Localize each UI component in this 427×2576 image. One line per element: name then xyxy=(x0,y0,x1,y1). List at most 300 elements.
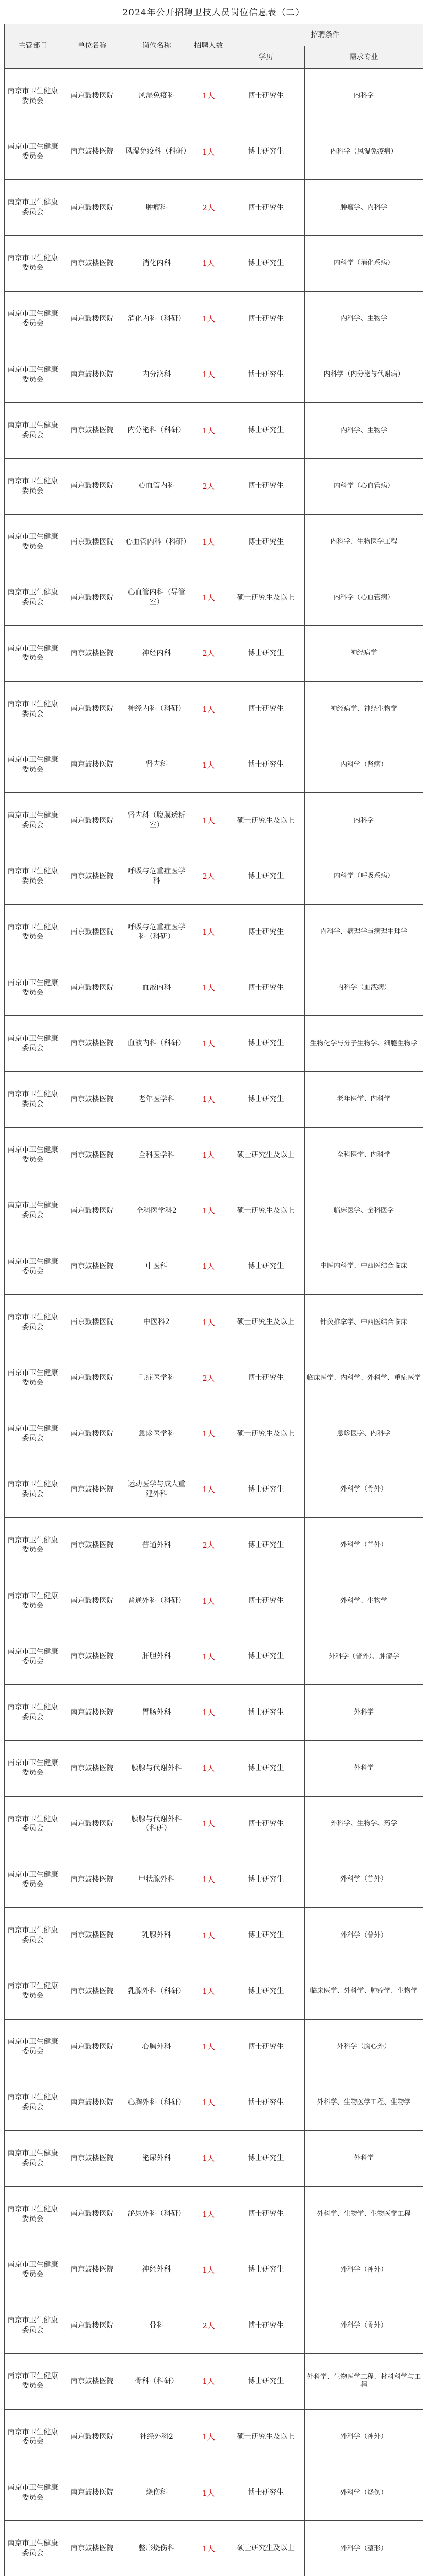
dept-cell: 南京市卫生健康委员会 xyxy=(5,1127,61,1183)
unit-cell: 南京鼓楼医院 xyxy=(61,1462,123,1517)
major-cell: 生物化学与分子生物学、细胞生物学 xyxy=(305,1016,423,1072)
major-cell: 内科学、生物学 xyxy=(305,291,423,347)
post-cell: 泌尿外科 xyxy=(123,2130,190,2186)
table-row xyxy=(5,570,423,625)
edu-cell: 博士研究生 xyxy=(227,124,305,180)
dept-cell: 南京市卫生健康委员会 xyxy=(5,1517,61,1573)
post-cell: 神经外科 xyxy=(123,2242,190,2298)
major-cell: 外科学（神外） xyxy=(305,2242,423,2298)
unit-cell: 南京鼓楼医院 xyxy=(61,1852,123,1908)
major-cell: 临床医学、内科学、外科学、重症医学 xyxy=(305,1350,423,1406)
edu-cell: 博士研究生 xyxy=(227,1462,305,1517)
major-cell: 外科学、生物学 xyxy=(305,1573,423,1629)
post-cell: 心胸外科 xyxy=(123,2019,190,2075)
major-cell: 针灸推拿学、中西医结合临床 xyxy=(305,1295,423,1350)
edu-cell: 博士研究生 xyxy=(227,1796,305,1852)
count-cell: 1人 xyxy=(190,737,227,793)
dept-cell: 南京市卫生健康委员会 xyxy=(5,2130,61,2186)
count-cell: 1人 xyxy=(190,2353,227,2409)
table-row xyxy=(5,514,423,570)
table-row xyxy=(5,1517,423,1573)
edu-cell: 博士研究生 xyxy=(227,1852,305,1908)
table-row xyxy=(5,1573,423,1629)
dept-cell: 南京市卫生健康委员会 xyxy=(5,1573,61,1629)
dept-cell: 南京市卫生健康委员会 xyxy=(5,1908,61,1963)
major-cell: 内科学（心血管病） xyxy=(305,459,423,514)
dept-cell: 南京市卫生健康委员会 xyxy=(5,1016,61,1072)
edu-cell: 博士研究生 xyxy=(227,2353,305,2409)
table-row xyxy=(5,347,423,402)
count-cell: 1人 xyxy=(190,682,227,737)
unit-cell: 南京鼓楼医院 xyxy=(61,514,123,570)
post-cell: 神经外科2 xyxy=(123,2409,190,2465)
count-cell: 1人 xyxy=(190,1852,227,1908)
unit-cell: 南京鼓楼医院 xyxy=(61,235,123,291)
unit-cell: 南京鼓楼医院 xyxy=(61,1295,123,1350)
post-cell: 胰腺与代谢外科 xyxy=(123,1740,190,1796)
dept-cell: 南京市卫生健康委员会 xyxy=(5,1796,61,1852)
major-cell: 内科学、病理学与病理生理学 xyxy=(305,904,423,960)
major-cell: 外科学（普外） xyxy=(305,1517,423,1573)
post-cell: 血液内科（科研） xyxy=(123,1016,190,1072)
dept-cell: 南京市卫生健康委员会 xyxy=(5,1740,61,1796)
dept-cell: 南京市卫生健康委员会 xyxy=(5,1629,61,1685)
major-cell: 外科学、生物学、生物医学工程 xyxy=(305,2187,423,2242)
major-cell: 内科学（消化系病） xyxy=(305,235,423,291)
count-cell: 1人 xyxy=(190,347,227,402)
unit-cell: 南京鼓楼医院 xyxy=(61,682,123,737)
post-cell: 普通外科 xyxy=(123,1517,190,1573)
count-cell: 1人 xyxy=(190,2409,227,2465)
major-cell: 外科学、生物医学工程、材料科学与工程 xyxy=(305,2353,423,2409)
major-cell: 内科学（内分泌与代谢病） xyxy=(305,347,423,402)
dept-cell: 南京市卫生健康委员会 xyxy=(5,459,61,514)
post-cell: 心血管内科 xyxy=(123,459,190,514)
dept-cell: 南京市卫生健康委员会 xyxy=(5,625,61,681)
table-row xyxy=(5,1740,423,1796)
count-cell: 1人 xyxy=(190,1406,227,1462)
dept-cell: 南京市卫生健康委员会 xyxy=(5,1350,61,1406)
dept-cell: 南京市卫生健康委员会 xyxy=(5,403,61,459)
count-cell: 1人 xyxy=(190,235,227,291)
table-row xyxy=(5,2298,423,2353)
count-cell: 1人 xyxy=(190,1016,227,1072)
major-cell: 内科学 xyxy=(305,793,423,849)
post-cell: 普通外科（科研） xyxy=(123,1573,190,1629)
edu-cell: 博士研究生 xyxy=(227,625,305,681)
major-cell: 肿瘤学、内科学 xyxy=(305,180,423,235)
table-row xyxy=(5,2130,423,2186)
post-cell: 乳腺外科 xyxy=(123,1908,190,1963)
table-row xyxy=(5,2075,423,2130)
unit-cell: 南京鼓楼医院 xyxy=(61,2298,123,2353)
major-cell: 外科学（整形） xyxy=(305,2521,423,2576)
edu-cell: 博士研究生 xyxy=(227,2075,305,2130)
major-cell: 临床医学、外科学、肿瘤学、生物学 xyxy=(305,1963,423,2019)
table-row xyxy=(5,1963,423,2019)
dept-cell: 南京市卫生健康委员会 xyxy=(5,2187,61,2242)
unit-cell: 南京鼓楼医院 xyxy=(61,960,123,1016)
edu-cell: 博士研究生 xyxy=(227,69,305,124)
table-row xyxy=(5,2242,423,2298)
table-row xyxy=(5,1908,423,1963)
unit-cell: 南京鼓楼医院 xyxy=(61,180,123,235)
edu-cell: 博士研究生 xyxy=(227,291,305,347)
post-cell: 烧伤科 xyxy=(123,2465,190,2521)
post-cell: 消化内科 xyxy=(123,235,190,291)
unit-cell: 南京鼓楼医院 xyxy=(61,904,123,960)
table-row xyxy=(5,1462,423,1517)
count-cell: 1人 xyxy=(190,1740,227,1796)
major-cell: 内科学（呼吸系病） xyxy=(305,849,423,904)
edu-cell: 博士研究生 xyxy=(227,1963,305,2019)
count-cell: 1人 xyxy=(190,960,227,1016)
count-cell: 1人 xyxy=(190,1127,227,1183)
header-plan: 招聘人数 xyxy=(190,24,227,69)
edu-cell: 博士研究生 xyxy=(227,347,305,402)
unit-cell: 南京鼓楼医院 xyxy=(61,1406,123,1462)
post-cell: 呼吸与危重症医学科（科研） xyxy=(123,904,190,960)
major-cell: 内科学（血液病） xyxy=(305,960,423,1016)
table-row xyxy=(5,1406,423,1462)
table-row xyxy=(5,124,423,180)
edu-cell: 博士研究生 xyxy=(227,960,305,1016)
post-cell: 呼吸与危重症医学科 xyxy=(123,849,190,904)
major-cell: 内科学 xyxy=(305,69,423,124)
count-cell: 1人 xyxy=(190,793,227,849)
dept-cell: 南京市卫生健康委员会 xyxy=(5,2242,61,2298)
dept-cell: 南京市卫生健康委员会 xyxy=(5,570,61,625)
unit-cell: 南京鼓楼医院 xyxy=(61,403,123,459)
recruitment-table xyxy=(4,24,423,2576)
table-row xyxy=(5,625,423,681)
major-cell: 内科学（风湿免疫病） xyxy=(305,124,423,180)
post-cell: 整形烧伤科 xyxy=(123,2521,190,2576)
edu-cell: 博士研究生 xyxy=(227,904,305,960)
count-cell: 1人 xyxy=(190,2075,227,2130)
table-row xyxy=(5,737,423,793)
table-row xyxy=(5,2521,423,2576)
edu-cell: 博士研究生 xyxy=(227,1350,305,1406)
dept-cell: 南京市卫生健康委员会 xyxy=(5,2298,61,2353)
table-body xyxy=(5,69,423,2576)
table-row xyxy=(5,1127,423,1183)
unit-cell: 南京鼓楼医院 xyxy=(61,793,123,849)
unit-cell: 南京鼓楼医院 xyxy=(61,849,123,904)
header-major: 需求专业 xyxy=(305,46,423,69)
count-cell: 1人 xyxy=(190,69,227,124)
table-row xyxy=(5,793,423,849)
table-row xyxy=(5,1239,423,1294)
unit-cell: 南京鼓楼医院 xyxy=(61,1183,123,1239)
unit-cell: 南京鼓楼医院 xyxy=(61,1517,123,1573)
dept-cell: 南京市卫生健康委员会 xyxy=(5,2353,61,2409)
major-cell: 外科学（普外） xyxy=(305,1852,423,1908)
dept-cell: 南京市卫生健康委员会 xyxy=(5,1685,61,1740)
edu-cell: 硕士研究生及以上 xyxy=(227,1295,305,1350)
unit-cell: 南京鼓楼医院 xyxy=(61,459,123,514)
header-cond: 招聘条件 xyxy=(227,24,423,46)
major-cell: 内科学（心血管病） xyxy=(305,570,423,625)
table-row xyxy=(5,904,423,960)
header-edu: 学历 xyxy=(227,46,305,69)
major-cell: 外科学 xyxy=(305,2130,423,2186)
count-cell: 1人 xyxy=(190,1072,227,1127)
table-row xyxy=(5,1796,423,1852)
unit-cell: 南京鼓楼医院 xyxy=(61,124,123,180)
dept-cell: 南京市卫生健康委员会 xyxy=(5,2019,61,2075)
edu-cell: 硕士研究生及以上 xyxy=(227,793,305,849)
edu-cell: 博士研究生 xyxy=(227,2242,305,2298)
dept-cell: 南京市卫生健康委员会 xyxy=(5,1852,61,1908)
count-cell: 2人 xyxy=(190,625,227,681)
count-cell: 1人 xyxy=(190,570,227,625)
dept-cell: 南京市卫生健康委员会 xyxy=(5,1406,61,1462)
major-cell: 外科学（骨外） xyxy=(305,2298,423,2353)
major-cell: 内科学、生物学 xyxy=(305,403,423,459)
post-cell: 胃肠外科 xyxy=(123,1685,190,1740)
post-cell: 肾内科（腹膜透析室） xyxy=(123,793,190,849)
dept-cell: 南京市卫生健康委员会 xyxy=(5,180,61,235)
unit-cell: 南京鼓楼医院 xyxy=(61,1629,123,1685)
dept-cell: 南京市卫生健康委员会 xyxy=(5,1963,61,2019)
table-row xyxy=(5,1016,423,1072)
table-row xyxy=(5,235,423,291)
edu-cell: 博士研究生 xyxy=(227,2187,305,2242)
table-row xyxy=(5,2409,423,2465)
edu-cell: 博士研究生 xyxy=(227,737,305,793)
post-cell: 内分泌科（科研） xyxy=(123,403,190,459)
count-cell: 1人 xyxy=(190,1796,227,1852)
unit-cell: 南京鼓楼医院 xyxy=(61,1573,123,1629)
edu-cell: 博士研究生 xyxy=(227,1016,305,1072)
table-row xyxy=(5,2187,423,2242)
dept-cell: 南京市卫生健康委员会 xyxy=(5,960,61,1016)
table-row xyxy=(5,1183,423,1239)
edu-cell: 博士研究生 xyxy=(227,514,305,570)
table-row xyxy=(5,2353,423,2409)
dept-cell: 南京市卫生健康委员会 xyxy=(5,1462,61,1517)
count-cell: 1人 xyxy=(190,1629,227,1685)
count-cell: 2人 xyxy=(190,849,227,904)
count-cell: 1人 xyxy=(190,2130,227,2186)
dept-cell: 南京市卫生健康委员会 xyxy=(5,1239,61,1294)
dept-cell: 南京市卫生健康委员会 xyxy=(5,235,61,291)
unit-cell: 南京鼓楼医院 xyxy=(61,2521,123,2576)
unit-cell: 南京鼓楼医院 xyxy=(61,625,123,681)
count-cell: 2人 xyxy=(190,2298,227,2353)
post-cell: 甲状腺外科 xyxy=(123,1852,190,1908)
count-cell: 1人 xyxy=(190,2019,227,2075)
dept-cell: 南京市卫生健康委员会 xyxy=(5,904,61,960)
post-cell: 心血管内科（导管室） xyxy=(123,570,190,625)
unit-cell: 南京鼓楼医院 xyxy=(61,1072,123,1127)
count-cell: 2人 xyxy=(190,1350,227,1406)
unit-cell: 南京鼓楼医院 xyxy=(61,1016,123,1072)
unit-cell: 南京鼓楼医院 xyxy=(61,570,123,625)
edu-cell: 博士研究生 xyxy=(227,1908,305,1963)
post-cell: 心血管内科（科研） xyxy=(123,514,190,570)
post-cell: 中医科2 xyxy=(123,1295,190,1350)
header-dept: 主管部门 xyxy=(5,24,61,69)
table-row xyxy=(5,1629,423,1685)
major-cell: 神经病学、神经生物学 xyxy=(305,682,423,737)
count-cell: 1人 xyxy=(190,514,227,570)
post-cell: 泌尿外科（科研） xyxy=(123,2187,190,2242)
edu-cell: 博士研究生 xyxy=(227,180,305,235)
count-cell: 1人 xyxy=(190,1963,227,2019)
dept-cell: 南京市卫生健康委员会 xyxy=(5,849,61,904)
unit-cell: 南京鼓楼医院 xyxy=(61,1963,123,2019)
major-cell: 临床医学、全科医学 xyxy=(305,1183,423,1239)
post-cell: 重症医学科 xyxy=(123,1350,190,1406)
major-cell: 外科学 xyxy=(305,1740,423,1796)
table-row xyxy=(5,1072,423,1127)
dept-cell: 南京市卫生健康委员会 xyxy=(5,1072,61,1127)
table-row xyxy=(5,1295,423,1350)
table-row xyxy=(5,180,423,235)
unit-cell: 南京鼓楼医院 xyxy=(61,2075,123,2130)
dept-cell: 南京市卫生健康委员会 xyxy=(5,291,61,347)
header-row-1 xyxy=(5,24,423,46)
unit-cell: 南京鼓楼医院 xyxy=(61,2130,123,2186)
major-cell: 急诊医学、内科学 xyxy=(305,1406,423,1462)
count-cell: 1人 xyxy=(190,124,227,180)
unit-cell: 南京鼓楼医院 xyxy=(61,2409,123,2465)
dept-cell: 南京市卫生健康委员会 xyxy=(5,1183,61,1239)
dept-cell: 南京市卫生健康委员会 xyxy=(5,124,61,180)
major-cell: 内科学、生物医学工程 xyxy=(305,514,423,570)
dept-cell: 南京市卫生健康委员会 xyxy=(5,2465,61,2521)
page-title: 2024年公开招聘卫技人员岗位信息表（二） xyxy=(122,8,305,18)
count-cell: 1人 xyxy=(190,2187,227,2242)
dept-cell: 南京市卫生健康委员会 xyxy=(5,2409,61,2465)
post-cell: 骨科 xyxy=(123,2298,190,2353)
major-cell: 老年医学、内科学 xyxy=(305,1072,423,1127)
edu-cell: 硕士研究生及以上 xyxy=(227,1127,305,1183)
count-cell: 1人 xyxy=(190,2521,227,2576)
unit-cell: 南京鼓楼医院 xyxy=(61,1685,123,1740)
major-cell: 外科学（普外） xyxy=(305,1908,423,1963)
post-cell: 肿瘤科 xyxy=(123,180,190,235)
edu-cell: 博士研究生 xyxy=(227,1517,305,1573)
post-cell: 风湿免疫科（科研） xyxy=(123,124,190,180)
header-post: 岗位名称 xyxy=(123,24,190,69)
count-cell: 1人 xyxy=(190,1239,227,1294)
count-cell: 1人 xyxy=(190,403,227,459)
post-cell: 骨科（科研） xyxy=(123,2353,190,2409)
count-cell: 1人 xyxy=(190,291,227,347)
count-cell: 2人 xyxy=(190,1517,227,1573)
post-cell: 急诊医学科 xyxy=(123,1406,190,1462)
post-cell: 血液内科 xyxy=(123,960,190,1016)
unit-cell: 南京鼓楼医院 xyxy=(61,1350,123,1406)
post-cell: 内分泌科 xyxy=(123,347,190,402)
edu-cell: 博士研究生 xyxy=(227,682,305,737)
table-row xyxy=(5,2019,423,2075)
dept-cell: 南京市卫生健康委员会 xyxy=(5,514,61,570)
table-row xyxy=(5,69,423,124)
major-cell: 外科学（烧伤） xyxy=(305,2465,423,2521)
edu-cell: 博士研究生 xyxy=(227,2465,305,2521)
post-cell: 风湿免疫科 xyxy=(123,69,190,124)
edu-cell: 博士研究生 xyxy=(227,1685,305,1740)
count-cell: 1人 xyxy=(190,1685,227,1740)
dept-cell: 南京市卫生健康委员会 xyxy=(5,793,61,849)
unit-cell: 南京鼓楼医院 xyxy=(61,1908,123,1963)
major-cell: 外科学（普外）、肿瘤学 xyxy=(305,1629,423,1685)
unit-cell: 南京鼓楼医院 xyxy=(61,737,123,793)
dept-cell: 南京市卫生健康委员会 xyxy=(5,1295,61,1350)
table-row xyxy=(5,1852,423,1908)
dept-cell: 南京市卫生健康委员会 xyxy=(5,69,61,124)
edu-cell: 硕士研究生及以上 xyxy=(227,570,305,625)
edu-cell: 博士研究生 xyxy=(227,1072,305,1127)
post-cell: 中医科 xyxy=(123,1239,190,1294)
table-row xyxy=(5,291,423,347)
major-cell: 中医内科学、中西医结合临床 xyxy=(305,1239,423,1294)
post-cell: 神经内科（科研） xyxy=(123,682,190,737)
table-row xyxy=(5,849,423,904)
table-row xyxy=(5,403,423,459)
dept-cell: 南京市卫生健康委员会 xyxy=(5,737,61,793)
post-cell: 肝胆外科 xyxy=(123,1629,190,1685)
edu-cell: 博士研究生 xyxy=(227,1629,305,1685)
post-cell: 消化内科（科研） xyxy=(123,291,190,347)
post-cell: 老年医学科 xyxy=(123,1072,190,1127)
unit-cell: 南京鼓楼医院 xyxy=(61,2019,123,2075)
major-cell: 外科学（骨外） xyxy=(305,1462,423,1517)
major-cell: 外科学（神外） xyxy=(305,2409,423,2465)
table-row xyxy=(5,682,423,737)
major-cell: 外科学、生物学、药学 xyxy=(305,1796,423,1852)
count-cell: 1人 xyxy=(190,2465,227,2521)
edu-cell: 博士研究生 xyxy=(227,1573,305,1629)
count-cell: 1人 xyxy=(190,1462,227,1517)
post-cell: 全科医学科2 xyxy=(123,1183,190,1239)
edu-cell: 硕士研究生及以上 xyxy=(227,2409,305,2465)
dept-cell: 南京市卫生健康委员会 xyxy=(5,2075,61,2130)
count-cell: 1人 xyxy=(190,904,227,960)
post-cell: 全科医学科 xyxy=(123,1127,190,1183)
edu-cell: 博士研究生 xyxy=(227,2298,305,2353)
unit-cell: 南京鼓楼医院 xyxy=(61,1127,123,1183)
unit-cell: 南京鼓楼医院 xyxy=(61,1796,123,1852)
count-cell: 1人 xyxy=(190,1573,227,1629)
dept-cell: 南京市卫生健康委员会 xyxy=(5,682,61,737)
edu-cell: 硕士研究生及以上 xyxy=(227,1183,305,1239)
major-cell: 外科学 xyxy=(305,1685,423,1740)
unit-cell: 南京鼓楼医院 xyxy=(61,2187,123,2242)
count-cell: 2人 xyxy=(190,459,227,514)
edu-cell: 博士研究生 xyxy=(227,1239,305,1294)
table-row xyxy=(5,1685,423,1740)
edu-cell: 博士研究生 xyxy=(227,1740,305,1796)
header-unit: 单位名称 xyxy=(61,24,123,69)
edu-cell: 博士研究生 xyxy=(227,2019,305,2075)
edu-cell: 博士研究生 xyxy=(227,235,305,291)
unit-cell: 南京鼓楼医院 xyxy=(61,291,123,347)
unit-cell: 南京鼓楼医院 xyxy=(61,2353,123,2409)
major-cell: 内科学（肾病） xyxy=(305,737,423,793)
unit-cell: 南京鼓楼医院 xyxy=(61,2465,123,2521)
edu-cell: 硕士研究生及以上 xyxy=(227,1406,305,1462)
unit-cell: 南京鼓楼医院 xyxy=(61,1740,123,1796)
unit-cell: 南京鼓楼医院 xyxy=(61,347,123,402)
major-cell: 外科学（胸心外） xyxy=(305,2019,423,2075)
table-row xyxy=(5,459,423,514)
count-cell: 2人 xyxy=(190,180,227,235)
